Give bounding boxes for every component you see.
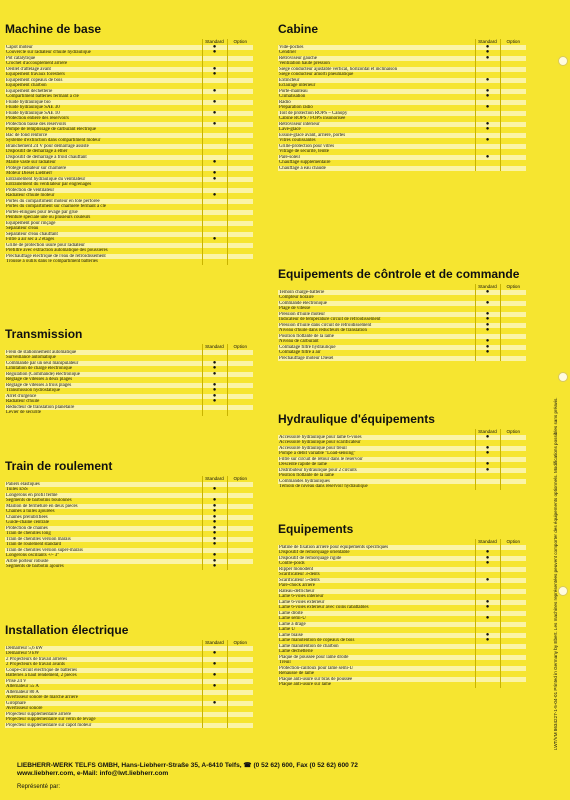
standard-mark bbox=[202, 259, 227, 265]
feature-label: Position flottante de la lame bbox=[278, 334, 475, 340]
feature-label: Pression d'huile dans circuit de refroidissement bbox=[278, 323, 475, 329]
feature-label: Equipement déchetterie bbox=[5, 89, 202, 95]
standard-mark: ● bbox=[475, 312, 500, 318]
feature-label: Arrêt d'urgence bbox=[5, 394, 202, 400]
standard-mark: ● bbox=[475, 323, 500, 329]
section bbox=[278, 22, 526, 171]
standard-mark: ● bbox=[202, 193, 227, 199]
standard-mark: ● bbox=[475, 89, 500, 95]
standard-mark: ● bbox=[202, 89, 227, 95]
feature-label: Protection de chaînes bbox=[5, 526, 202, 532]
feature-label: Siège conducteur ajustable vertical, horizontal et inclinaison bbox=[278, 67, 475, 73]
feature-label: Surveillance automatique bbox=[5, 355, 202, 361]
standard-mark bbox=[202, 723, 227, 729]
feature-label: Prise 24 V bbox=[5, 679, 202, 685]
feature-label: Descente rapide de lame bbox=[278, 462, 475, 468]
standard-mark: ● bbox=[475, 451, 500, 457]
section-title: Equipements bbox=[278, 522, 354, 536]
side-imprint-text: LWT/VM 8634227-1-5-04-01 Printed in Germany by Ebert. Les machines représentées peuvent comporter des équipements optionnels. Modifications possibles sans préavis. bbox=[553, 397, 558, 750]
feature-label: Protection de ventilateur bbox=[5, 188, 202, 194]
feature-label: Oeillet d'attelage avant bbox=[5, 67, 202, 73]
feature-label: Compteur horaire bbox=[278, 295, 475, 301]
feature-label: Peinture spéciale une ou plusieurs couleurs bbox=[5, 215, 202, 221]
feature-label: Toit de protection ROPS – Canopy bbox=[278, 111, 475, 117]
feature-table bbox=[278, 539, 526, 688]
feature-label: Radiateur d'huile bbox=[5, 399, 202, 405]
header-standard: Standard bbox=[475, 39, 500, 45]
option-mark bbox=[500, 682, 526, 688]
feature-label: Cendrier bbox=[278, 50, 475, 56]
feature-label: Eclairage intérieur bbox=[278, 83, 475, 89]
feature-label: Longerons oscillants +/- 3° bbox=[5, 553, 202, 559]
feature-label: Commande électronique bbox=[278, 301, 475, 307]
standard-mark: ● bbox=[202, 372, 227, 378]
feature-table bbox=[5, 39, 253, 265]
feature-label: Maille vaste sur radiateur bbox=[5, 160, 202, 166]
feature-label: Frein de stationnement automatique bbox=[5, 350, 202, 356]
section-title: Hydraulique d'équipements bbox=[278, 412, 435, 426]
feature-label: Dispositif de remorquage rigide bbox=[278, 556, 475, 562]
standard-mark: ● bbox=[202, 651, 227, 657]
feature-label: Scarificateur 5-dents bbox=[278, 578, 475, 584]
feature-label: Indicateur de température circuit de refroidissement bbox=[278, 317, 475, 323]
feature-label: Témoin de niveau dans réservoir hydraulique bbox=[278, 484, 475, 490]
feature-label: Séparateur d'eau bbox=[5, 226, 202, 232]
header-option: Option bbox=[500, 284, 526, 290]
feature-label: Commande par un seul manipulateur bbox=[5, 361, 202, 367]
feature-label: Lame déchetterie bbox=[278, 649, 475, 655]
feature-label: Chauffage supplémentaire bbox=[278, 160, 475, 166]
standard-mark: ● bbox=[202, 509, 227, 515]
standard-mark: ● bbox=[202, 388, 227, 394]
standard-mark: ● bbox=[475, 435, 500, 441]
feature-label: Commandes hydrauliques bbox=[278, 479, 475, 485]
standard-mark: ● bbox=[475, 462, 500, 468]
section-title: Machine de base bbox=[5, 22, 102, 36]
feature-label: Pare-soleil bbox=[278, 155, 475, 161]
standard-mark: ● bbox=[202, 50, 227, 56]
feature-label: Protection entière des réservoirs bbox=[5, 116, 202, 122]
footer bbox=[17, 762, 358, 778]
section-title: Cabine bbox=[278, 22, 319, 36]
feature-label: Filtre sur circuit de retour dans le reservoir bbox=[278, 457, 475, 463]
footer-web: www.liebherr.com, e-Mail: info@lwt.liebherr.com bbox=[17, 770, 169, 777]
feature-label: Capôt moteur bbox=[5, 45, 202, 51]
feature-label: Dispositif de démarrage à froid chauffant bbox=[5, 155, 202, 161]
feature-label: Moteur Diesel Liebherr bbox=[5, 171, 202, 177]
feature-label: Paliers élastiques bbox=[5, 482, 202, 488]
option-mark bbox=[500, 166, 526, 172]
feature-label: Portes du compartiment sur charnière fermant à clé bbox=[5, 204, 202, 210]
feature-label: Système d'extinction dans compartiment moteur bbox=[5, 138, 202, 144]
feature-label: Préchauffage électrique de l'eau de refroidissement bbox=[5, 254, 202, 260]
feature-label: Equipement copeaux de bois bbox=[5, 78, 202, 84]
feature-label: Train de chenilles version super-marais bbox=[5, 548, 202, 554]
header-standard: Standard bbox=[202, 39, 227, 45]
feature-label: Démarreur 9 kW bbox=[5, 651, 202, 657]
standard-mark: ● bbox=[202, 701, 227, 707]
feature-label: Préparation radio bbox=[278, 105, 475, 111]
standard-mark bbox=[202, 410, 227, 416]
feature-label: Scarificateur 3-dents bbox=[278, 572, 475, 578]
feature-label: Accessoire hydraulique pour scarificateur bbox=[278, 440, 475, 446]
feature-label: Préfiltre avec extraction automatique des poussières bbox=[5, 248, 202, 254]
section bbox=[5, 327, 253, 416]
standard-mark: ● bbox=[202, 72, 227, 78]
feature-label: Projecteur supplémentaire sur capôt moteur bbox=[5, 723, 202, 729]
feature-label: Protection basse des réservoirs bbox=[5, 122, 202, 128]
feature-label: Plaque anti-usure sur lame bbox=[278, 682, 475, 688]
header-option: Option bbox=[500, 429, 526, 435]
standard-mark bbox=[475, 356, 500, 362]
option-mark bbox=[227, 723, 253, 729]
standard-mark: ● bbox=[202, 662, 227, 668]
standard-mark: ● bbox=[475, 446, 500, 452]
standard-mark: ● bbox=[475, 345, 500, 351]
standard-mark: ● bbox=[202, 67, 227, 73]
feature-label: Protection-cailloux pour lame semi-U bbox=[278, 666, 475, 672]
feature-label: Réducteur de translation planétaire bbox=[5, 405, 202, 411]
standard-mark: ● bbox=[202, 171, 227, 177]
feature-label: Préchauffage moteur Diesel bbox=[278, 356, 475, 362]
feature-label: Alternateur 55 A bbox=[5, 684, 202, 690]
feature-label: Transmission hydrostatique bbox=[5, 388, 202, 394]
table-row bbox=[5, 259, 253, 265]
section-title: Train de roulement bbox=[5, 459, 113, 473]
standard-mark: ● bbox=[475, 468, 500, 474]
standard-mark bbox=[475, 166, 500, 172]
feature-label: Grille-protection pour vitres bbox=[278, 144, 475, 150]
standard-mark: ● bbox=[202, 122, 227, 128]
feature-label: Radiateur d'huile moteur bbox=[5, 193, 202, 199]
standard-mark: ● bbox=[202, 684, 227, 690]
feature-label: Entraînement du ventilateur par engrenages bbox=[5, 182, 202, 188]
feature-label: Protégé radiateur sur charnière bbox=[5, 166, 202, 172]
feature-label: Plaque de poussée pour lame droite bbox=[278, 655, 475, 661]
feature-label: Climatisation bbox=[278, 94, 475, 100]
feature-label: Vitrage de sécurité, teinté bbox=[278, 149, 475, 155]
feature-label: Rehausse de lame bbox=[278, 671, 475, 677]
feature-label: Régulation (Commande) électronique bbox=[5, 372, 202, 378]
standard-mark: ● bbox=[475, 127, 500, 133]
standard-mark: ● bbox=[202, 564, 227, 570]
feature-label: Branchement 24 V pour démarrage assisté bbox=[5, 144, 202, 150]
feature-label: Pare-chock arrière bbox=[278, 583, 475, 589]
feature-label: Segments de barbotins boulonnés bbox=[5, 498, 202, 504]
feature-label: Lame semi-U bbox=[278, 616, 475, 622]
feature-label: Niveau d'huile dans réducteurs de translation bbox=[278, 328, 475, 334]
feature-table bbox=[278, 429, 526, 490]
table-row bbox=[5, 564, 253, 570]
header-standard: Standard bbox=[475, 284, 500, 290]
feature-label: Chauffage à eau chaude bbox=[278, 166, 475, 172]
feature-label: Equipement charbon bbox=[5, 83, 202, 89]
feature-label: Levier de sécurité bbox=[5, 410, 202, 416]
table-row bbox=[278, 682, 526, 688]
standard-mark: ● bbox=[475, 45, 500, 51]
standard-mark: ● bbox=[475, 556, 500, 562]
table-row bbox=[278, 356, 526, 362]
feature-label: Lame 6-voies exterieur avec coins rabattables bbox=[278, 605, 475, 611]
feature-label: Chaînes prélubrifiées bbox=[5, 515, 202, 521]
footer-company: LIEBHERR-WERK TELFS GMBH, Hans-Liebherr-Straße 35, A-6410 Telfs, ☎ (0 52 62) 600, Fax (0 52 62) 600 72 bbox=[17, 762, 358, 769]
standard-mark: ● bbox=[475, 317, 500, 323]
standard-mark: ● bbox=[202, 177, 227, 183]
standard-mark: ● bbox=[475, 56, 500, 62]
feature-label: Batteries à haut rendement, 2 pièces bbox=[5, 673, 202, 679]
standard-mark: ● bbox=[475, 578, 500, 584]
standard-mark: ● bbox=[475, 638, 500, 644]
section bbox=[278, 412, 526, 490]
feature-label: Avertisseur sonore bbox=[5, 706, 202, 712]
feature-label: Train de roulement standard bbox=[5, 542, 202, 548]
feature-table bbox=[278, 39, 526, 171]
standard-mark: ● bbox=[202, 160, 227, 166]
feature-label: Portes du compartiment moteur en tôle perforée bbox=[5, 199, 202, 205]
feature-label: Distributeur hydraulique pour 2 circuits bbox=[278, 468, 475, 474]
standard-mark: ● bbox=[475, 550, 500, 556]
feature-label: Segments de barbotin ajourés bbox=[5, 564, 202, 570]
standard-mark: ● bbox=[475, 155, 500, 161]
feature-label: 2 Projecteurs de travail avants bbox=[5, 662, 202, 668]
feature-label: Plaque anti-usure sur bras de poussée bbox=[278, 677, 475, 683]
section bbox=[5, 623, 253, 728]
standard-mark: ● bbox=[202, 537, 227, 543]
feature-label: 2 Projecteurs de travail arrières bbox=[5, 657, 202, 663]
feature-label: Lame 6-voies intérieur bbox=[278, 594, 475, 600]
standard-mark: ● bbox=[475, 600, 500, 606]
standard-mark: ● bbox=[202, 531, 227, 537]
feature-label: Platine de fixation arrière pour équipements spécifiques bbox=[278, 545, 475, 551]
standard-mark: ● bbox=[202, 361, 227, 367]
standard-mark: ● bbox=[475, 561, 500, 567]
standard-mark: ● bbox=[202, 111, 227, 117]
table-row bbox=[278, 484, 526, 490]
feature-label: Equipement pour rinçage bbox=[5, 221, 202, 227]
feature-label: Lame à drage bbox=[278, 622, 475, 628]
feature-label: Ripper monodent bbox=[278, 567, 475, 573]
feature-label: Pot catalytique bbox=[5, 56, 202, 62]
header-standard: Standard bbox=[202, 640, 227, 646]
option-mark bbox=[227, 259, 253, 265]
feature-label: Lame manutention de charbon bbox=[278, 644, 475, 650]
feature-label: Démarreur 5,6 kW bbox=[5, 646, 202, 652]
feature-label: Rétroviseur intérieur bbox=[278, 122, 475, 128]
header-option: Option bbox=[227, 344, 253, 350]
feature-label: Lave-glace bbox=[278, 127, 475, 133]
header-option: Option bbox=[227, 640, 253, 646]
section bbox=[5, 22, 253, 265]
standard-mark: ● bbox=[475, 301, 500, 307]
standard-mark: ● bbox=[202, 520, 227, 526]
feature-label: Portes-élingues pour levage par grue bbox=[5, 210, 202, 216]
feature-label: Lame biaise bbox=[278, 633, 475, 639]
feature-label: Lame droite bbox=[278, 611, 475, 617]
feature-label: Position flottante de la lame bbox=[278, 473, 475, 479]
feature-label: Equipement travaux forestiers bbox=[5, 72, 202, 78]
feature-label: Train de chenilles version marais bbox=[5, 537, 202, 543]
feature-label: Fluide hydraulique SAE 10 bbox=[5, 111, 202, 117]
feature-label: Lame U bbox=[278, 627, 475, 633]
header-standard: Standard bbox=[475, 539, 500, 545]
feature-label: Compartiment batteries fermant à clé bbox=[5, 94, 202, 100]
standard-mark bbox=[475, 682, 500, 688]
feature-label: Pompe de remplissage de carburant électrique bbox=[5, 127, 202, 133]
option-mark bbox=[500, 484, 526, 490]
header-option: Option bbox=[227, 476, 253, 482]
feature-label: Train de chenilles long bbox=[5, 531, 202, 537]
standard-mark: ● bbox=[202, 366, 227, 372]
feature-label: Avertisseur sonore de marche arrière bbox=[5, 695, 202, 701]
standard-mark: ● bbox=[202, 399, 227, 405]
section-title: Transmission bbox=[5, 327, 83, 341]
feature-label: Plage de vitesse bbox=[278, 306, 475, 312]
feature-label: Colmatage filtre hydraulique bbox=[278, 345, 475, 351]
feature-label: Dispositif de remorquage orientable bbox=[278, 550, 475, 556]
standard-mark: ● bbox=[202, 237, 227, 243]
feature-label: Fluide hydraulique SAE 30 bbox=[5, 105, 202, 111]
table-row bbox=[278, 166, 526, 172]
side-imprint bbox=[553, 50, 563, 750]
feature-label: Extincteur bbox=[278, 78, 475, 84]
feature-label: Longerons en profil fermé bbox=[5, 493, 202, 499]
header-option: Option bbox=[500, 39, 526, 45]
feature-label: Rateau-défricheur bbox=[278, 589, 475, 595]
standard-mark: ● bbox=[475, 605, 500, 611]
feature-label: Grille de protection usure pour radiateur bbox=[5, 243, 202, 249]
feature-label: Porte-manteau bbox=[278, 89, 475, 95]
standard-mark: ● bbox=[202, 383, 227, 389]
standard-mark: ● bbox=[202, 526, 227, 532]
standard-mark: ● bbox=[202, 45, 227, 51]
feature-label: Alternateur 80 A bbox=[5, 690, 202, 696]
feature-label: Pression d'huile moteur bbox=[278, 312, 475, 318]
feature-label: Lame 6-voies exterieur bbox=[278, 600, 475, 606]
standard-mark: ● bbox=[475, 633, 500, 639]
feature-label: Tuiles ESS bbox=[5, 487, 202, 493]
feature-label: Essuie-glace avant, arrière, portes bbox=[278, 133, 475, 139]
feature-label: Dispositif de démarrage à éther bbox=[5, 149, 202, 155]
standard-mark: ● bbox=[475, 616, 500, 622]
standard-mark: ● bbox=[475, 328, 500, 334]
feature-label: Crochet d'accouplement arrière bbox=[5, 61, 202, 67]
feature-label: Colmatage filtre à air bbox=[278, 350, 475, 356]
feature-label: Trousse à outils dans le compartiment batteries bbox=[5, 259, 202, 265]
table-row bbox=[5, 410, 253, 416]
feature-label: Siège conducteur amorti pneumatique bbox=[278, 72, 475, 78]
standard-mark: ● bbox=[202, 673, 227, 679]
feature-label: Accessoire hydraulique pour lame 6-voies bbox=[278, 435, 475, 441]
standard-mark: ● bbox=[475, 290, 500, 296]
standard-mark: ● bbox=[202, 553, 227, 559]
feature-table bbox=[5, 640, 253, 728]
section bbox=[278, 267, 526, 361]
feature-label: Radio bbox=[278, 100, 475, 106]
feature-label: Vitres coulissantes bbox=[278, 138, 475, 144]
feature-label: Temoin charge-batterie bbox=[278, 290, 475, 296]
standard-mark: ● bbox=[202, 515, 227, 521]
section bbox=[278, 522, 526, 688]
standard-mark: ● bbox=[202, 504, 227, 510]
feature-label: Niveau de carburant bbox=[278, 339, 475, 345]
feature-label: Fluide hydraulique bio bbox=[5, 100, 202, 106]
represented-by: Représenté par: bbox=[17, 784, 61, 790]
standard-mark: ● bbox=[202, 100, 227, 106]
table-row bbox=[5, 723, 253, 729]
feature-label: Arbre porteur robuste bbox=[5, 559, 202, 565]
feature-label: Séparateur d'eau chauffant bbox=[5, 232, 202, 238]
feature-label: Projecteur supplémentaire arrière bbox=[5, 712, 202, 718]
header-option: Option bbox=[500, 539, 526, 545]
option-mark bbox=[227, 410, 253, 416]
feature-table bbox=[5, 344, 253, 416]
feature-label: Réglage de vitesses à trois plages bbox=[5, 383, 202, 389]
standard-mark: ● bbox=[475, 50, 500, 56]
feature-label: Cabine ROPS / FOPS insonorisée bbox=[278, 116, 475, 122]
header-standard: Standard bbox=[202, 476, 227, 482]
feature-label: Ventilation haute pression bbox=[278, 61, 475, 67]
feature-label: Bac de fond renforcé bbox=[5, 133, 202, 139]
standard-mark: ● bbox=[475, 78, 500, 84]
feature-label: Filtre à air sec à 2 étages bbox=[5, 237, 202, 243]
header-standard: Standard bbox=[475, 429, 500, 435]
section-title: Installation électrique bbox=[5, 623, 129, 637]
feature-label: Lame manutention de copeaux de bois bbox=[278, 638, 475, 644]
feature-label: Chaînes à tuiles ajourées bbox=[5, 509, 202, 515]
header-standard: Standard bbox=[202, 344, 227, 350]
standard-mark: ● bbox=[475, 122, 500, 128]
feature-label: Rétroviseur gauche bbox=[278, 56, 475, 62]
feature-label: Entraînement hydraulique du ventilateur bbox=[5, 177, 202, 183]
standard-mark: ● bbox=[202, 487, 227, 493]
feature-label: Réglage de vitesses à deux plages bbox=[5, 377, 202, 383]
feature-label: Projecteur supplémentaire sur vérin de levage bbox=[5, 717, 202, 723]
section bbox=[5, 459, 253, 570]
feature-table bbox=[278, 284, 526, 361]
option-mark bbox=[227, 564, 253, 570]
standard-mark bbox=[475, 484, 500, 490]
standard-mark: ● bbox=[202, 394, 227, 400]
feature-label: Pompe à débit variable "Load-sensing" bbox=[278, 451, 475, 457]
standard-mark: ● bbox=[202, 559, 227, 565]
feature-label: Couvercle sur radiateur d'huile hydraulique bbox=[5, 50, 202, 56]
feature-label: Maillon de fermeture en deux pièces bbox=[5, 504, 202, 510]
feature-label: Limitation de charge électronique bbox=[5, 366, 202, 372]
section-title: Equipements de côntrole et de commande bbox=[278, 267, 520, 281]
standard-mark: ● bbox=[202, 498, 227, 504]
standard-mark: ● bbox=[475, 339, 500, 345]
feature-table bbox=[5, 476, 253, 570]
feature-label: Contre-poids bbox=[278, 561, 475, 567]
feature-label: Guide-chaîne centrale bbox=[5, 520, 202, 526]
standard-mark: ● bbox=[475, 138, 500, 144]
standard-mark: ● bbox=[475, 105, 500, 111]
feature-label: Girophare bbox=[5, 701, 202, 707]
option-mark bbox=[500, 356, 526, 362]
standard-mark: ● bbox=[475, 350, 500, 356]
header-option: Option bbox=[227, 39, 253, 45]
standard-mark: ● bbox=[202, 542, 227, 548]
feature-label: Coupe-circuit électrique de batteries bbox=[5, 668, 202, 674]
standard-mark: ● bbox=[475, 94, 500, 100]
feature-label: Accessoire hydraulique pour treuil bbox=[278, 446, 475, 452]
feature-label: Vide-poches bbox=[278, 45, 475, 51]
feature-label: Treuil bbox=[278, 660, 475, 666]
